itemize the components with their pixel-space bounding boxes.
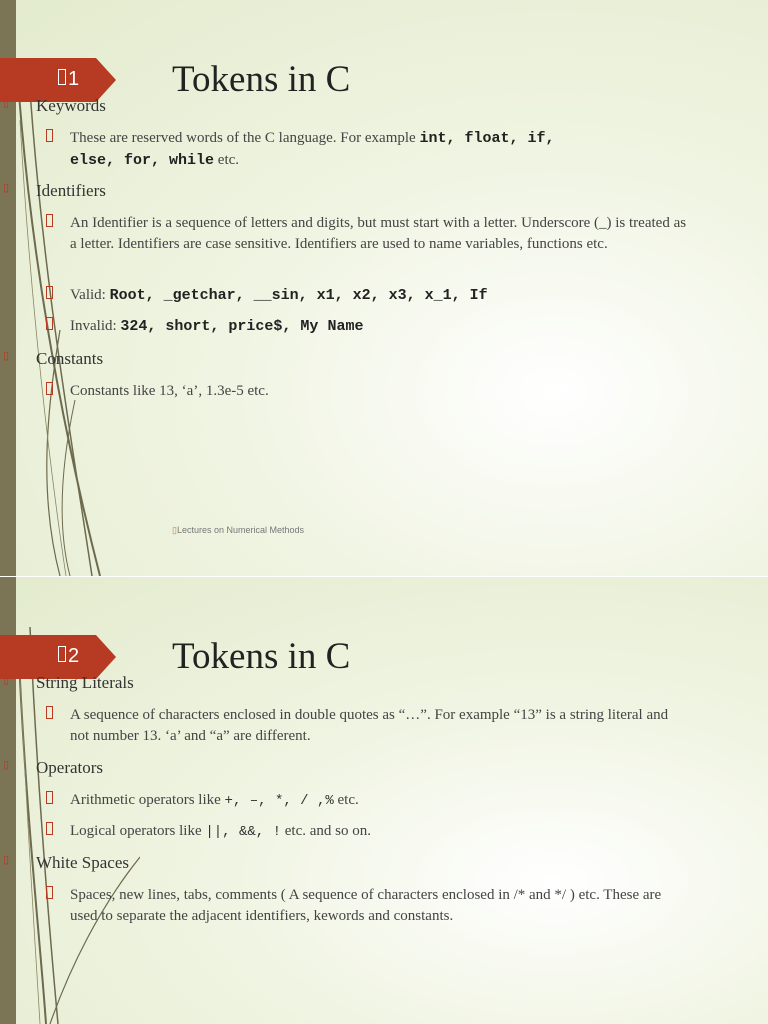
slide-number: 2: [68, 645, 80, 667]
white-spaces-description: Spaces, new lines, tabs, comments ( A sequence of characters enclosed in /* and */ ) etc. These are used to separate the adjacent identifiers, kewords and constants.: [70, 885, 690, 926]
bullet-keywords: ▯ Keywords: [3, 96, 106, 115]
bullet-constants: ▯ Constants: [3, 349, 104, 368]
bullet-operators: ▯ Operators: [3, 758, 104, 777]
slide-footer: ▯Lectures on Numerical Methods: [172, 525, 305, 535]
slide-number: 1: [68, 68, 80, 90]
constants-description: Constants like 13, ‘a’, 1.3e-5 etc.: [70, 381, 690, 402]
identifiers-valid: Valid: Root, _getchar, __sin, x1, x2, x3, x_1, If: [70, 285, 690, 307]
string-literals-description: A sequence of characters enclosed in double quotes as “…”. For example “13” is a string literal and not number 13. ‘a’ and “a” are different.: [70, 705, 690, 746]
slide-2: [0, 577, 768, 1024]
bullet-white-spaces: ▯ White Spaces: [3, 853, 129, 872]
operators-logical: Logical operators like ||, &&, ! etc. and so on.: [70, 821, 690, 843]
keywords-description: These are reserved words of the C language. For example int, float, if, else, for, while etc.: [70, 128, 690, 171]
bullet-string-literals: ▯ String Literals: [3, 673, 134, 692]
identifiers-definition: An Identifier is a sequence of letters and digits, but must start with a letter. Underscore (_) is treated as a letter. Identifiers are case sensitive. Identifiers are used to name variables, functions etc.: [70, 213, 690, 254]
slide-title: Tokens in C: [172, 59, 351, 100]
slide-title: Tokens in C: [172, 636, 351, 677]
bullet-identifiers: ▯ Identifiers: [3, 181, 106, 200]
identifiers-invalid: Invalid: 324, short, price$, My Name: [70, 316, 690, 338]
operators-arithmetic: Arithmetic operators like +, –, *, / ,% etc.: [70, 790, 690, 812]
